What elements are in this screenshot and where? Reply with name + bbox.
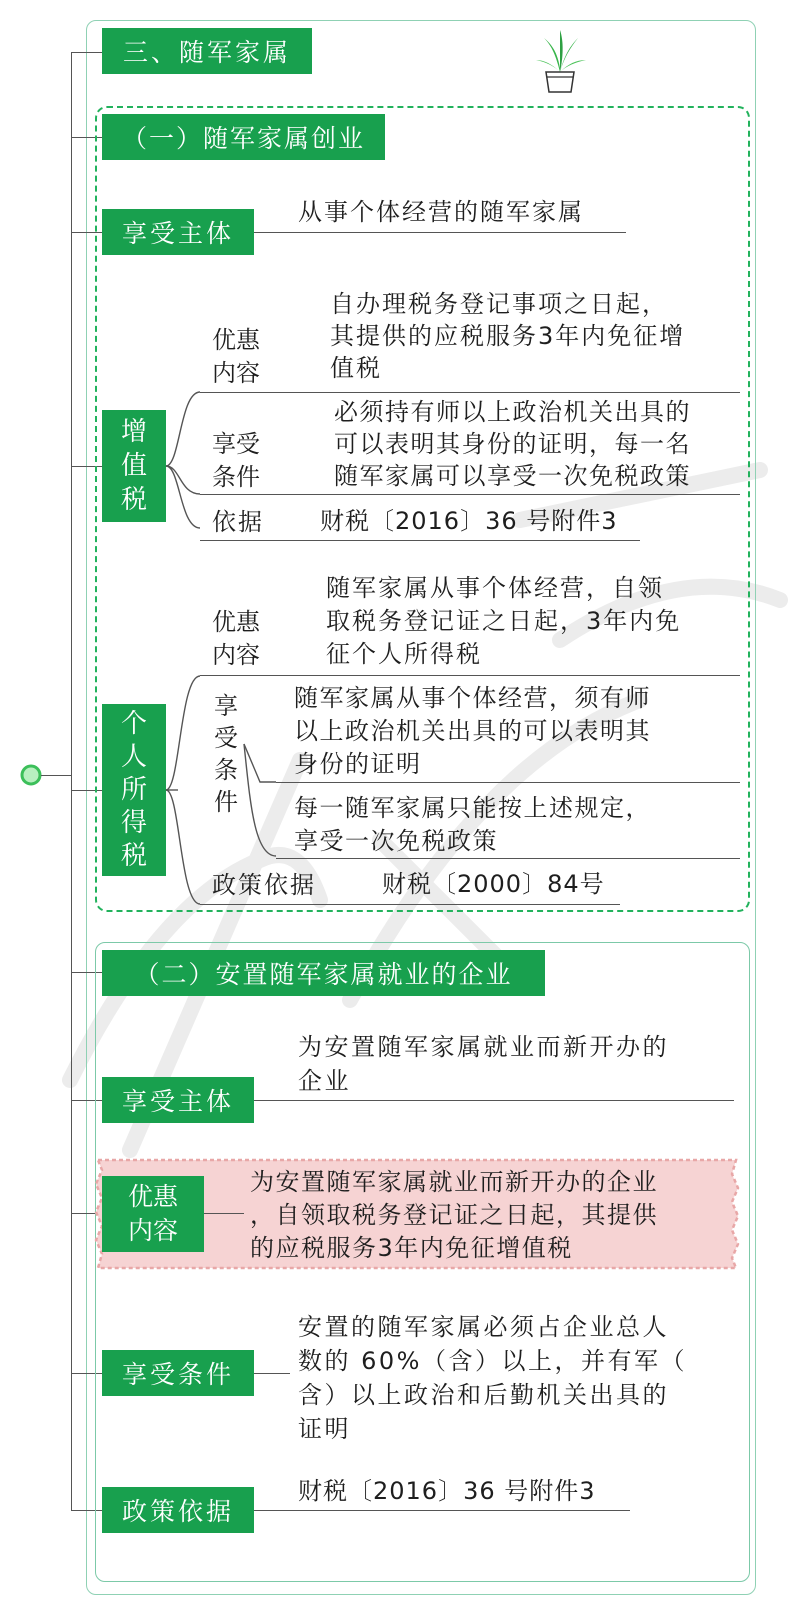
- part2-basis-tag[interactable]: 政策依据: [102, 1487, 254, 1533]
- part2-condition-text: [298, 1310, 687, 1446]
- income-tax-tag-char: 得: [120, 807, 147, 838]
- part2-subject-text: [298, 1030, 669, 1098]
- income-tax-tag-char: 人: [120, 741, 147, 772]
- income-tax-condition-item2: [294, 792, 651, 858]
- root-connector: [41, 775, 71, 776]
- part2-subject-tag[interactable]: 享受主体: [102, 1077, 254, 1123]
- label-char: 件: [214, 788, 238, 816]
- income-tax-basis-text: 财税〔2000〕84号: [382, 870, 605, 898]
- income-tax-bracket: [166, 670, 216, 910]
- income-tax-basis-label: 政策依据: [212, 871, 316, 899]
- part2-content-text: [250, 1166, 658, 1265]
- text-line: 随军家属可以享受一次免税政策: [334, 462, 691, 490]
- label-line: 优惠: [212, 326, 260, 354]
- text-line: 征个人所得税: [326, 640, 482, 668]
- vat-tag-char: 税: [120, 485, 147, 515]
- income-tax-content-text: [326, 572, 681, 671]
- vat-condition-text: [334, 396, 691, 492]
- vat-bracket: [166, 380, 216, 540]
- text-line: 可以表明其身份的证明，每一名: [334, 430, 691, 458]
- text-line: 其提供的应税服务3年内免征增: [330, 322, 686, 350]
- part2-content-tag[interactable]: [102, 1176, 204, 1252]
- vat-basis-label: 依据: [212, 508, 264, 536]
- label-line: 内容: [212, 641, 260, 669]
- text-line: 随军家属从事个体经营，自领: [326, 574, 664, 602]
- income-tax-content-label: [212, 606, 260, 672]
- part1-subject-tag[interactable]: 享受主体: [102, 209, 254, 255]
- vat-tag-char: 值: [120, 451, 147, 481]
- income-tax-condition-line1: [276, 782, 740, 783]
- income-tax-tag-char: 所: [120, 774, 147, 805]
- part2-basis-text: 财税〔2016〕36 号附件3: [298, 1477, 596, 1505]
- part2-basis-line: [254, 1510, 630, 1511]
- part1-subject-line: [254, 232, 626, 233]
- income-tax-condition-bracket: [240, 740, 280, 860]
- label-line: 内容: [212, 359, 260, 387]
- text-line: 安置的随军家属必须占企业总人: [298, 1313, 669, 1341]
- label-line: 条件: [212, 463, 260, 491]
- text-line: ，自领取税务登记证之日起，其提供: [250, 1201, 658, 1229]
- text-line: 以上政治机关出具的可以表明其: [294, 717, 651, 745]
- part1-title[interactable]: （一）随军家属创业: [102, 114, 385, 160]
- vat-condition-line: [200, 494, 740, 495]
- label-line: 优惠: [212, 608, 260, 636]
- text-line: 数的 60%（含）以上，并有军（: [298, 1347, 687, 1375]
- part2-condition-connector: [254, 1373, 290, 1374]
- part2-condition-tag[interactable]: 享受条件: [102, 1350, 254, 1396]
- vat-tag-char: 增: [120, 417, 147, 447]
- income-tax-tag-char: 个: [120, 708, 147, 739]
- vat-content-label: [212, 324, 260, 390]
- label-char: 受: [214, 724, 238, 752]
- spine-branch: [71, 52, 102, 53]
- text-line: 每一随军家属只能按上述规定，: [294, 794, 651, 822]
- text-line: 自办理税务登记事项之日起，: [330, 290, 668, 318]
- text-line: 的应税服务3年内免征增值税: [250, 1234, 573, 1262]
- text-line: 取税务登记证之日起，3年内免: [326, 607, 682, 635]
- income-tax-condition-label: [214, 690, 238, 818]
- text-line: 为安置随军家属就业而新开办的: [298, 1033, 669, 1061]
- label-line: 享受: [212, 430, 260, 458]
- tag-line: 优惠: [127, 1182, 178, 1211]
- income-tax-tag[interactable]: [102, 704, 166, 876]
- section-title[interactable]: 三、随军家属: [102, 28, 312, 74]
- text-line: 证明: [298, 1415, 351, 1443]
- text-line: 享受一次免税政策: [294, 827, 498, 855]
- vat-condition-label: [212, 428, 260, 494]
- part1-subject-text: 从事个体经营的随军家属: [298, 198, 584, 226]
- income-tax-basis-line: [200, 904, 620, 905]
- vat-tag[interactable]: [102, 410, 166, 522]
- text-line: 含）以上政治和后勤机关出具的: [298, 1381, 669, 1409]
- text-line: 值税: [330, 354, 382, 382]
- vat-content-line: [200, 392, 740, 393]
- part2-content-connector: [204, 1213, 244, 1214]
- income-tax-tag-char: 税: [120, 840, 147, 871]
- tag-line: 内容: [127, 1216, 178, 1245]
- main-spine: [71, 52, 72, 1510]
- part2-subject-line: [254, 1100, 734, 1101]
- part2-title[interactable]: （二）安置随军家属就业的企业: [102, 950, 545, 996]
- label-char: 条: [214, 756, 238, 784]
- text-line: 身份的证明: [294, 750, 422, 778]
- income-tax-condition-line2: [276, 858, 740, 859]
- income-tax-condition-item1: [294, 682, 651, 781]
- income-tax-content-line: [200, 675, 740, 676]
- vat-basis-line: [200, 540, 640, 541]
- plant-icon: [530, 26, 590, 96]
- vat-basis-text: 财税〔2016〕36 号附件3: [320, 507, 618, 535]
- text-line: 为安置随军家属就业而新开办的企业: [250, 1168, 658, 1196]
- vat-content-text: [330, 288, 685, 384]
- label-char: 享: [214, 692, 238, 720]
- text-line: 随军家属从事个体经营，须有师: [294, 684, 651, 712]
- text-line: 必须持有师以上政治机关出具的: [334, 398, 691, 426]
- text-line: 企业: [298, 1067, 351, 1095]
